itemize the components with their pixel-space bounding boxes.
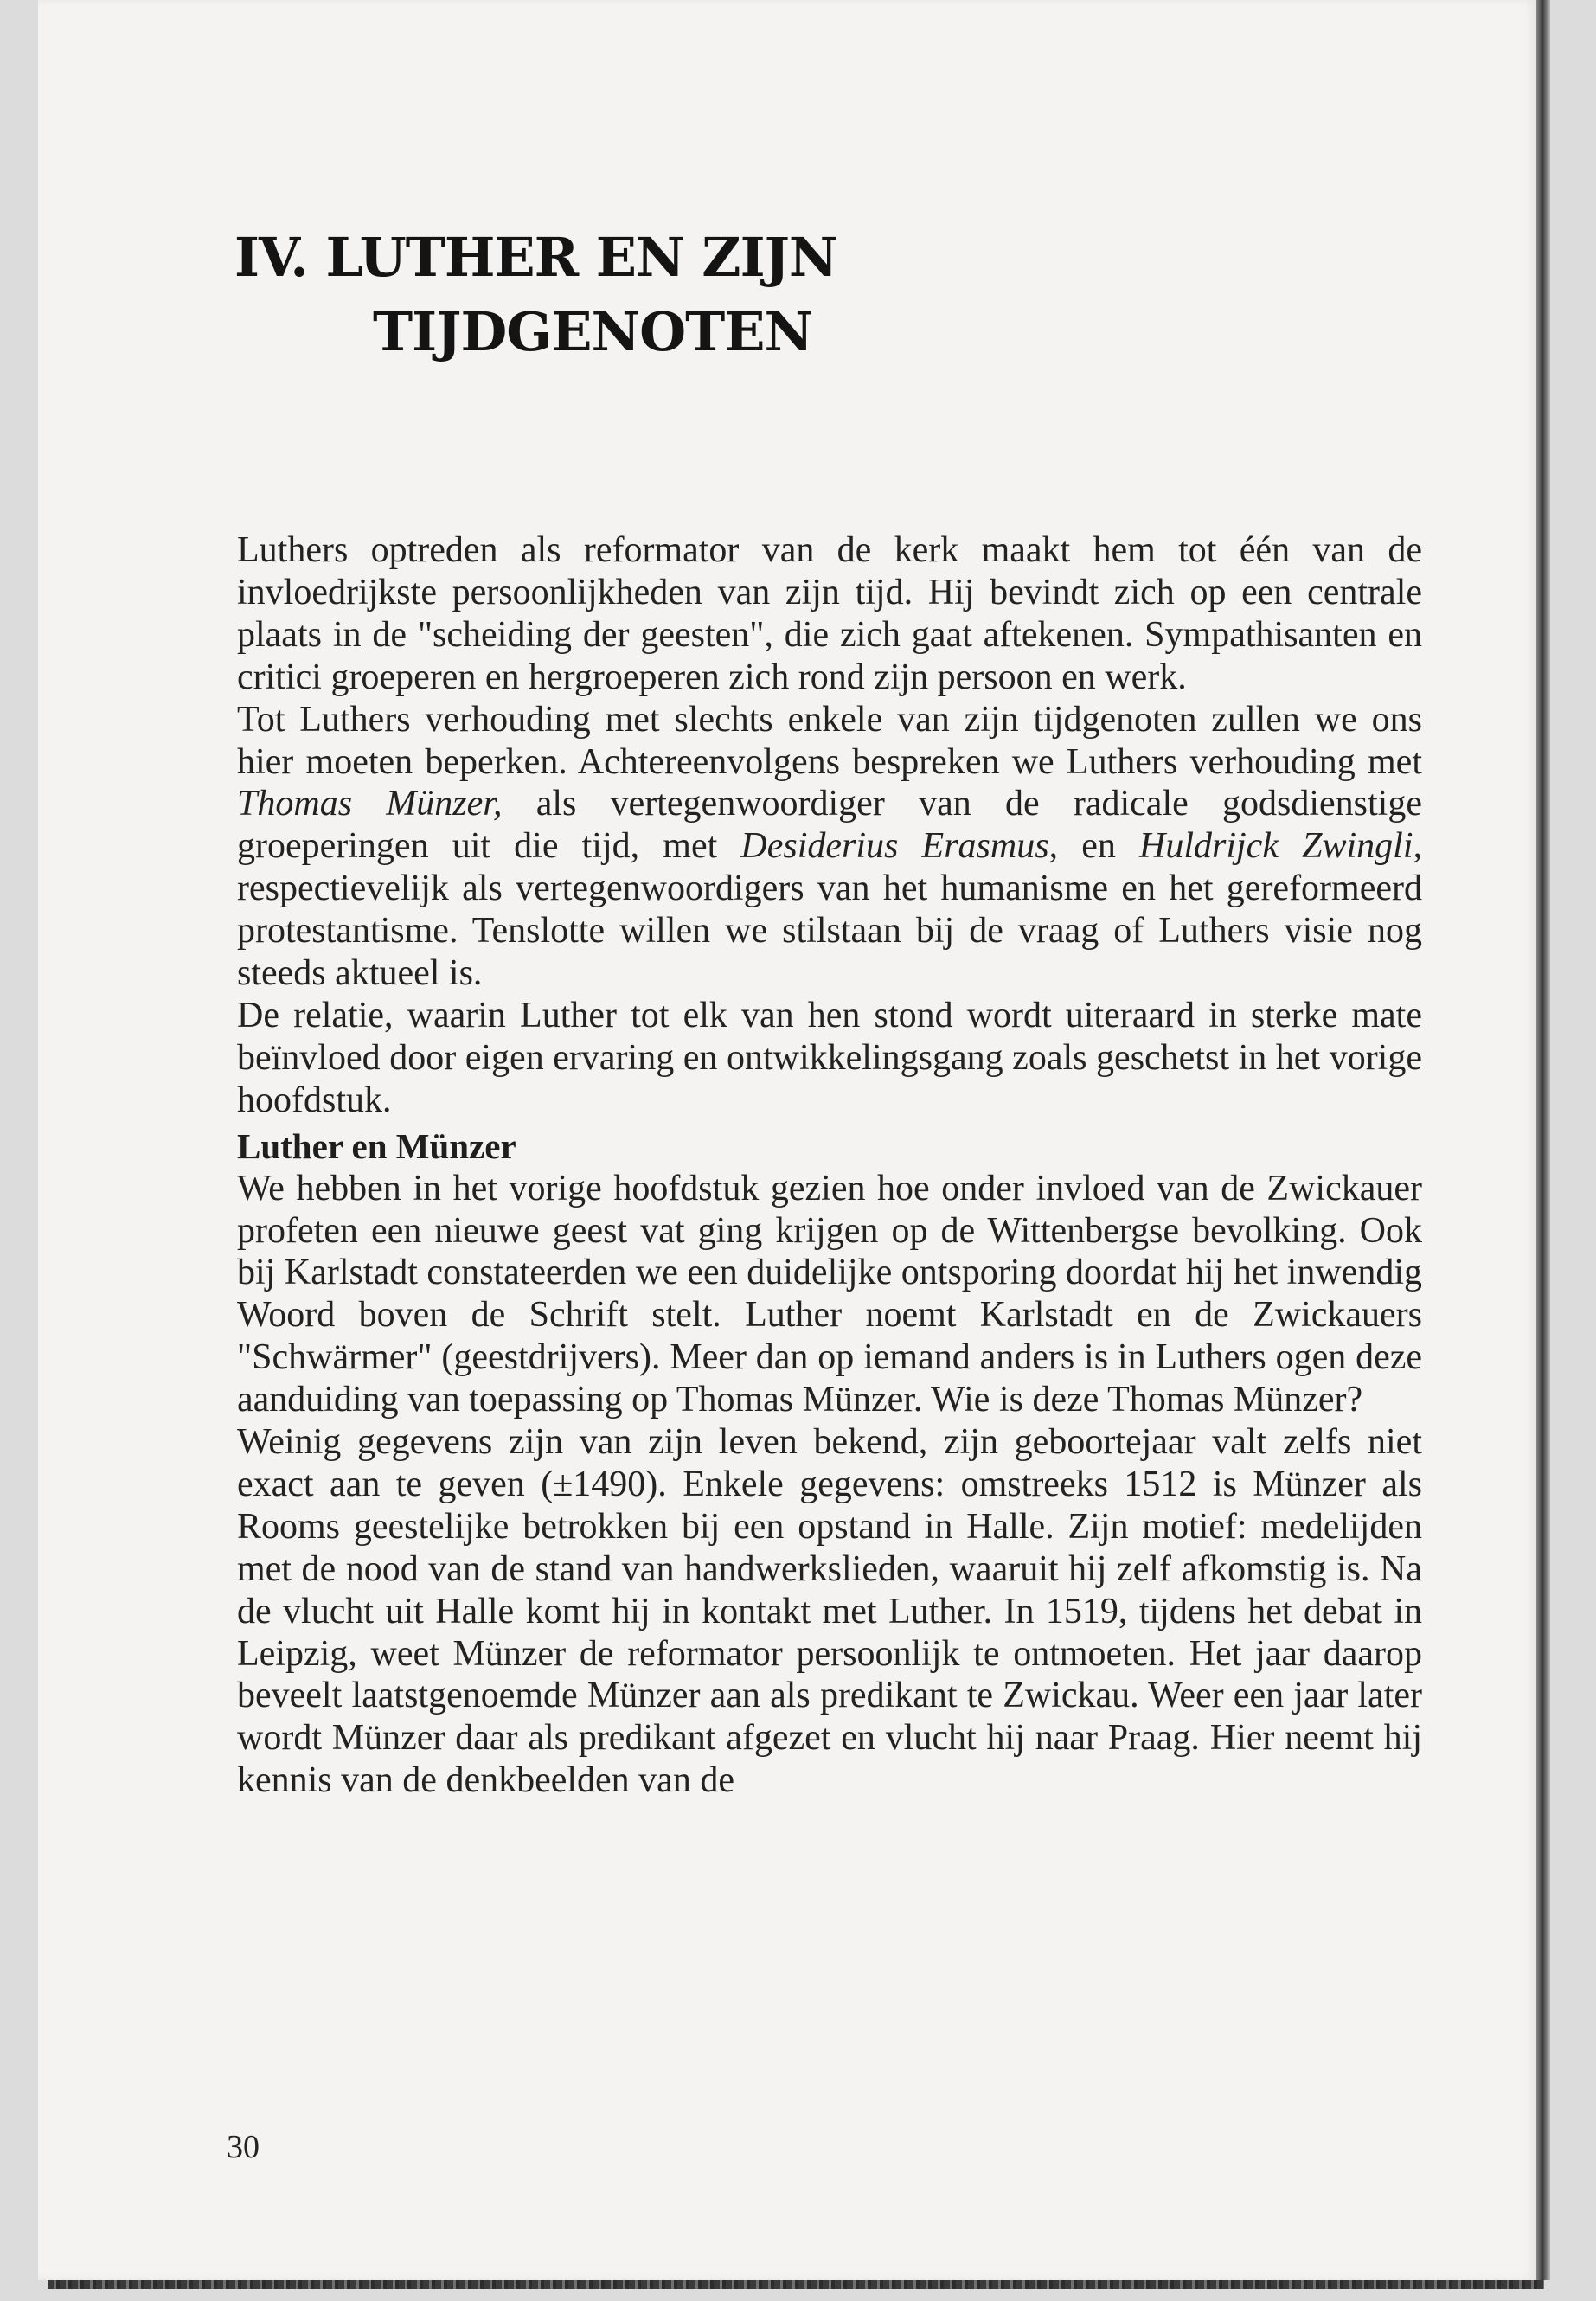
intro-p2-text-1: Tot Luthers verhouding met slechts enkele van zijn tijdgenoten zullen we ons hier moeten beperken. Achtereenvolgens bespreken we Luthers verhouding met bbox=[237, 699, 1422, 782]
intro-paragraph-2 bbox=[237, 699, 1422, 995]
intro-p2-text-2: als vertegenwoordiger van de radicale godsdienstige groeperingen uit die tijd, met bbox=[237, 784, 1422, 867]
section-heading: Luther en Münzer bbox=[237, 1125, 516, 1166]
name-thomas-munzer: Thomas Münzer, bbox=[237, 784, 503, 824]
chapter-title bbox=[234, 221, 837, 369]
intro-paragraph-1: Luthers optreden als reformator van de kerk maakt hem tot één van de invloedrijkste persoonlijkheden van zijn tijd. Hij bevindt zich op een centrale plaats in de "scheiding der geesten", die zich gaat aftekenen. Sympathisanten en critici groeperen en hergroeperen zich rond zijn persoon en werk. bbox=[237, 530, 1422, 697]
book-page bbox=[38, 0, 1536, 2280]
page-right-edge bbox=[1536, 0, 1550, 2280]
chapter-title-line-2: TIJDGENOTEN bbox=[373, 300, 813, 363]
chapter-title-line-1: IV. LUTHER EN ZIJN bbox=[234, 226, 837, 289]
intro-paragraph-3: De relatie, waarin Luther tot elk van hen stond wordt uiteraard in sterke mate beïnvloed door eigen ervaring en ontwikkelingsgang zoals geschetst in het vorige hoofdstuk. bbox=[237, 995, 1422, 1120]
name-desiderius-erasmus: Desiderius Erasmus, bbox=[740, 826, 1059, 867]
section-paragraph-2: Weinig gegevens zijn van zijn leven bekend, zijn geboortejaar valt zelfs niet exact aan te geven (±1490). Enkele gegevens: omstreeks 1512 is Münzer als Rooms geestelijke betrokken bij een opstand in Halle. Zijn motief: medelijden met de nood van de stand van handwerkslieden, waaruit hij zelf afkomstig is. Na de vlucht uit Halle komt hij in kontakt met Luther. In 1519, tijdens het debat in Leipzig, weet Münzer de reformator persoonlijk te ontmoeten. Het jaar daarop beveelt laatstgenoemde Münzer aan als predikant te Zwickau. Weer een jaar later wordt Münzer daar als predikant afgezet en vlucht hij naar Praag. Hier neemt hij kennis van de denkbeelden van de bbox=[237, 1422, 1422, 1801]
section-paragraph-1: We hebben in het vorige hoofdstuk gezien hoe onder invloed van de Zwickauer profeten een nieuwe geest vat ging krijgen op de Wittenbergse bevolking. Ook bij Karlstadt constateerden we een duidelijke ontsporing doordat hij het inwendig Woord boven de Schrift stelt. Luther noemt Karlstadt en de Zwickauers "Schwärmer" (geestdrijvers). Meer dan op iemand anders is in Luthers ogen deze aanduiding van toepassing op Thomas Münzer. Wie is deze Thomas Münzer? bbox=[237, 1168, 1422, 1420]
intro-p2-text-3: en bbox=[1058, 826, 1139, 867]
intro-p2-text-4: respectievelijk als vertegenwoordigers van het humanisme en het gereformeerd protestantisme. Tenslotte willen we stilstaan bij de vraag of Luthers visie nog steeds aktueel is. bbox=[237, 868, 1422, 994]
name-huldrijck-zwingli: Huldrijck Zwingli, bbox=[1139, 826, 1422, 867]
page-number: 30 bbox=[227, 2129, 260, 2165]
body-text bbox=[237, 529, 1422, 1802]
page-bottom-edge bbox=[48, 2280, 1544, 2289]
